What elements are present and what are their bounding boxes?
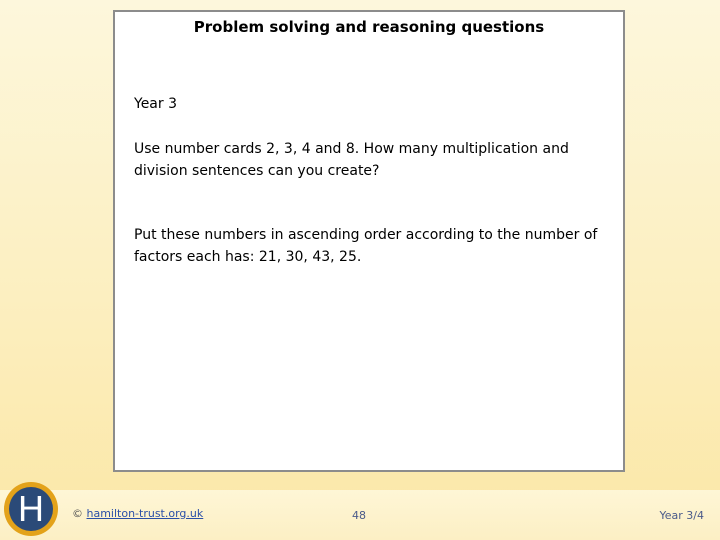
page-number: 48 bbox=[352, 509, 366, 522]
year-heading: Year 3 bbox=[134, 96, 177, 112]
slide-content-frame bbox=[113, 10, 625, 472]
question-2: Put these numbers in ascending order according to the number of factors each has: 21, 30, 43, 25. bbox=[134, 227, 598, 265]
logo-letter: H bbox=[18, 488, 44, 529]
question-1: Use number cards 2, 3, 4 and 8. How many multiplication and division sentences can you create? bbox=[134, 141, 569, 179]
footer-copyright bbox=[72, 507, 203, 520]
page-title: Problem solving and reasoning questions bbox=[193, 18, 545, 36]
hamilton-trust-logo-icon bbox=[3, 481, 59, 537]
hamilton-trust-link[interactable]: hamilton-trust.org.uk bbox=[86, 507, 204, 520]
year-label: Year 3/4 bbox=[659, 509, 704, 522]
copyright-symbol: © bbox=[72, 507, 83, 520]
